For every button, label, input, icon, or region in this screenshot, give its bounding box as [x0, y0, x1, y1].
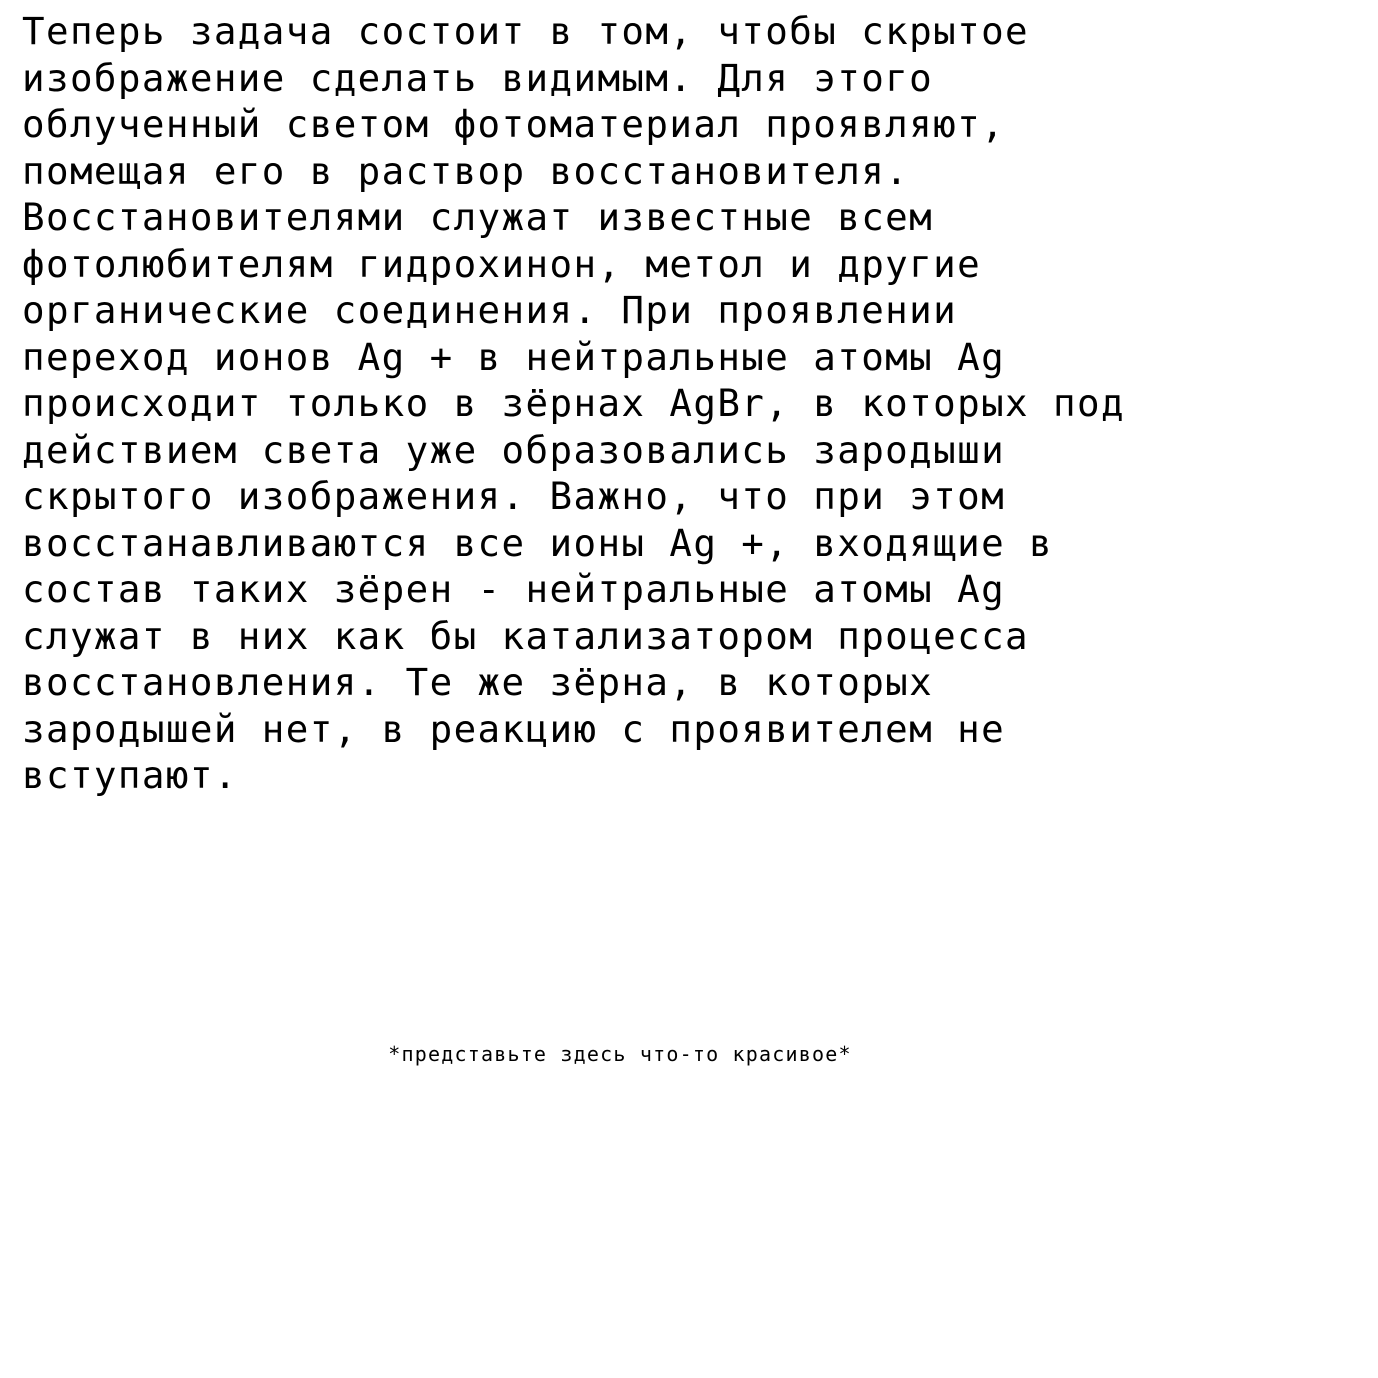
body-text — [22, 8, 1362, 799]
text-line-12: восстанавливаются все ионы Ag +, входящие в — [22, 520, 1054, 565]
text-line-1: Теперь задача состоит в том, чтобы скрытое — [22, 9, 1030, 53]
text-line-13: состав таких зёрен - нейтральные атомы Ag — [22, 567, 1006, 611]
text-line-8: переход ионов Ag + в нейтральные атомы Ag — [22, 334, 1006, 379]
text-line-6: фотолюбителям гидрохинон, метол и другие — [22, 241, 982, 286]
text-line-10: действием света уже образовались зародыши — [22, 427, 1006, 472]
text-line-7: органические соединения. При проявлении — [22, 288, 958, 332]
text-line-11: скрытого изображения. Важно, что при этом — [22, 474, 1006, 518]
text-line-15: восстановления. Те же зёрна, в которых — [22, 660, 934, 704]
text-line-9: происходит только в зёрнах AgBr, в которых под — [22, 381, 1125, 425]
text-line-4: помещая его в раствор восстановителя. — [22, 148, 910, 193]
text-line-16: зародышей нет, в реакцию с проявителем не — [22, 706, 1006, 751]
text-line-14: служат в них как бы катализатором процесса — [22, 613, 1030, 658]
caption-note: *представьте здесь что-то красивое* — [388, 1042, 852, 1066]
text-line-3: облученный светом фотоматериал проявляют, — [22, 102, 1006, 146]
text-line-2: изображение сделать видимым. Для этого — [22, 55, 934, 100]
text-line-17: вступают. — [22, 753, 238, 797]
text-line-5: Восстановителями служат известные всем — [22, 195, 934, 239]
